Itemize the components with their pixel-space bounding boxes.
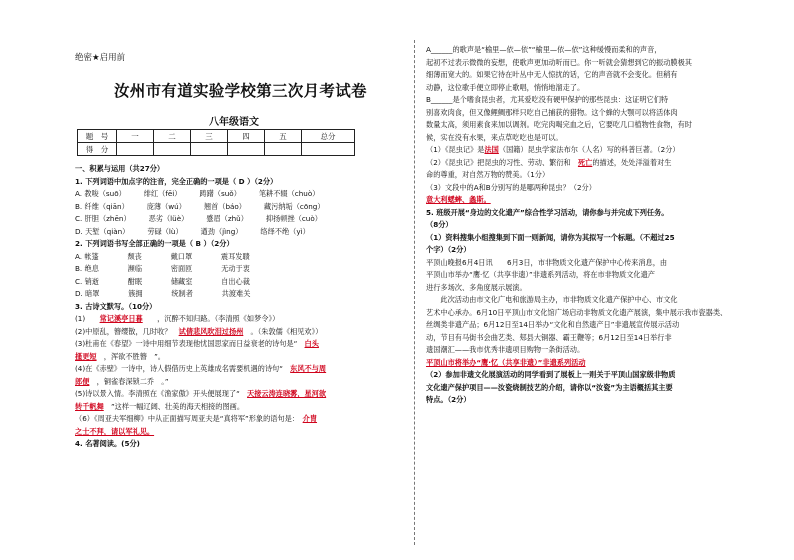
text-line: 一、积累与运用（共27分） <box>75 164 165 173</box>
answer-text: 介胄 <box>302 414 318 423</box>
text-line: 平顶山市举办“鹰·忆（共享非遗）”非遗系列活动，将在市非物质文化遗产 <box>426 270 655 279</box>
text-line: 候，实在没有水果，来点草吃吃也是可以。 <box>426 132 563 142</box>
text-line: 4. 名著阅读。(5分) <box>75 439 140 448</box>
score-cell[interactable] <box>191 143 228 156</box>
score-cell[interactable] <box>265 143 302 156</box>
score-cell: 二 <box>154 130 191 143</box>
text-line: 2. 下列词语书写全部正确的一项是（ B ）（2分） <box>75 239 234 248</box>
score-cell[interactable] <box>228 143 265 156</box>
text-line: （1）资料搜集小组搜集到下面一则新闻，请你为其拟写一个标题。（不超过25 <box>426 232 675 242</box>
column-divider <box>414 40 415 545</box>
answer-text: 试倩悲风吹泪过扬州 <box>178 326 244 336</box>
text-line: 1. 下列词语中加点字的注音，完全正确的一项是（ D ）（2分） <box>75 176 278 186</box>
answer-text: 搔更短 <box>75 351 97 361</box>
score-cell: 总分 <box>302 130 355 143</box>
answer-text: 法国 <box>484 145 499 154</box>
text-line: B. 绝息 濒临 密面匝 无动于衷 <box>75 264 250 273</box>
text-line: 细薄而宽大的。如果它待在叶丛中无人惊扰的话，它的声音就不会变化。但稍有 <box>426 70 678 79</box>
text-line: （6）《周亚夫军细柳》中从正面描写周亚夫是“真将军”形象的语句是： 介胄 <box>75 414 318 423</box>
text-line: 起初不过表示微微的妄想，使歌声更加动听而已。你一听就会猜想到它的振动膜极其 <box>426 57 692 67</box>
answer-text: 之士不拜，请以军礼见。 <box>75 426 155 436</box>
text-line: 转千帆舞 ”这样一幅辽阔、壮美的海天相接的图画。 <box>75 401 245 411</box>
text-line: 遗国潮汇——我市优秀非遗项目购物一条街活动。 <box>426 345 585 354</box>
text-line: 个字）（2分） <box>426 245 471 254</box>
answer-text: 东风不与周 <box>290 364 327 373</box>
text-line: B______是个嗜食昆虫者，尤其爱吃没有硬甲保护的那些昆虫：这证明它们特 <box>426 95 669 104</box>
text-line: 此次活动由市文化广电和旅游局主办，市非物质文化遗产保护中心、市文化 <box>426 295 678 304</box>
text-line: 5. 班级开展“身边的文化遗产”综合性学习活动，请你参与并完成下列任务。 <box>426 207 669 217</box>
text-line: (4)在《赤壁》一诗中，诗人假借历史上英雄成名需要机遇的诗句“ 东风不与周 <box>75 364 327 373</box>
score-cell[interactable] <box>117 143 154 156</box>
text-line: （3）文段中的A和B分别写的是哪两种昆虫？（2分） <box>426 182 596 192</box>
text-line: D. 天堑（qiàn） 劳碌（lù） 遒劲（jìng） 络绎不绝（yì） <box>75 226 310 236</box>
text-line: 平顶山晚报6月4日讯 6月3日，市非物质文化遗产保护中心传来消息，由 <box>426 257 668 267</box>
text-line: 特点。（2分） <box>426 395 471 404</box>
answer-text: 平顶山市将举办“鹰·忆（共享非遗）”非遗系列活动 <box>426 357 586 367</box>
answer-text: 常记溪亭日暮 <box>99 314 143 323</box>
text-line: 进行多场次、多角度展示展演。 <box>426 282 527 292</box>
text-line: （2）参加非遗文化展演活动的同学看到了展板上一则关于平顶山国家级非物质 <box>426 370 676 379</box>
text-line: A. 教唆（suō） 绯红（fēi） 踌躇（suǒ） 笔耕不辍（chuò） <box>75 189 320 198</box>
score-table <box>77 129 355 156</box>
score-cell[interactable] <box>154 143 191 156</box>
text-line: （2）《昆虫记》把昆虫的习性、劳动、繁衍和 死亡的描述，处处洋溢着对生 <box>426 157 672 167</box>
text-line: C. 销逝 酣眠 储藏室 自出心裁 <box>75 276 250 286</box>
text-line <box>75 426 405 439</box>
text-line: A______的歌声是“榆里—依—依”“榆里—依—依”这种缓慢而柔和的声音， <box>426 45 662 54</box>
answer-text: 意大利蟋蟀、螽斯。 <box>426 195 491 204</box>
text-line: 3. 古诗文默写。（10分） <box>75 301 157 311</box>
text-line: 别喜欢肉食，但又像鲤鲷那样只吃自己捕获的猎物。这个蜂的大颚可以将活体肉 <box>426 107 678 117</box>
text-line: (1) 常记溪亭日暮 ，沉醉不知归路。（李清照《如梦令》） <box>75 314 280 323</box>
answer-text: 白头 <box>304 339 319 348</box>
text-line: C. 肝胆（zhēn） 恶劣（lüè） 蹙眉（zhǔ） 抑扬顿挫（cuò） <box>75 214 322 223</box>
text-line: （8分） <box>426 220 453 229</box>
text-line: （1）《昆虫记》是法国（国籍）昆虫学家法布尔（人名）写的科普巨著。（2分） <box>426 145 680 154</box>
score-cell: 题 号 <box>78 130 117 143</box>
score-cell: 五 <box>265 130 302 143</box>
score-cell: 三 <box>191 130 228 143</box>
text-line: 艺术中心承办。6月10日平顶山市文化馆广场启动非物质文化遗产展演，集中展示我市瓷器类、 <box>426 307 728 317</box>
left-column <box>75 163 405 451</box>
text-line: A. 帐篷 颓丧 戴口罩 震耳发聩 <box>75 251 250 261</box>
right-column <box>426 44 758 407</box>
text-line: 数量太高，须用素食来加以调剂。吃完肉喝完血之后，它要吃几口植物性食物，有时 <box>426 120 692 129</box>
score-cell: 一 <box>117 130 154 143</box>
answer-text: 转千帆舞 <box>75 401 104 411</box>
score-cell[interactable] <box>302 143 355 156</box>
text-line: 命的尊重，对自然万物的赞美。（1分） <box>426 170 550 179</box>
score-table-row <box>78 143 355 156</box>
text-line: 文化遗产保护项目——汝瓷烧制技艺的介绍，请你以“汝瓷”为主语概括其主要 <box>426 382 673 392</box>
text-line: 动静，这位歌手便立即停止歌唱，悄悄地溜走了。 <box>426 82 585 92</box>
text-line: 搔更短 ，浑欲不胜簪 ”。 <box>75 351 165 361</box>
score-cell: 四 <box>228 130 265 143</box>
answer-text: 郎便 <box>75 376 90 386</box>
text-line <box>426 194 758 207</box>
text-line: (5)诗以景入情。李清照在《渔家傲》开头便展现了“ 天接云涛连晓雾，星河欲 <box>75 389 327 398</box>
text-line: B. 纤维（qiān） 庞薄（wú） 翘首（báo） 藏污纳垢（cōng） <box>75 201 325 211</box>
score-cell: 得 分 <box>78 143 117 156</box>
answer-text: 死亡 <box>577 157 593 167</box>
text-line: (2)中原乱，簪缨散，几时收？ 试倩悲风吹泪过扬州 。（朱敦儒《相见欢》） <box>75 326 323 336</box>
score-table-row <box>78 130 355 143</box>
text-line: (3)杜甫在《春望》一诗中用细节表现他忧国思家而日益衰老的诗句是“ 白头 <box>75 339 319 348</box>
text-line: 丝绸类非遗产品；6月12日至14日举办“文化和自然遗产日”非遗展宣传展示活动 <box>426 320 680 329</box>
text-line: D. 暗罩 簇拥 统制者 共渡难关 <box>75 289 251 298</box>
answer-text: 天接云涛连晓雾，星河欲 <box>247 389 327 398</box>
text-line: 郎便 ，铜雀春深锁二乔 。” <box>75 376 169 386</box>
text-line <box>426 357 758 370</box>
text-line: 动，节目有马街书会曲艺类、郏县大铜器、霸王鞭等；6月12日至14日举行非 <box>426 332 672 342</box>
confidential-label: 绝密★启用前 <box>75 53 126 63</box>
exam-subtitle: 八年级语文 <box>209 117 259 128</box>
exam-title: 汝州市有道实验学校第三次月考试卷 <box>114 81 367 100</box>
